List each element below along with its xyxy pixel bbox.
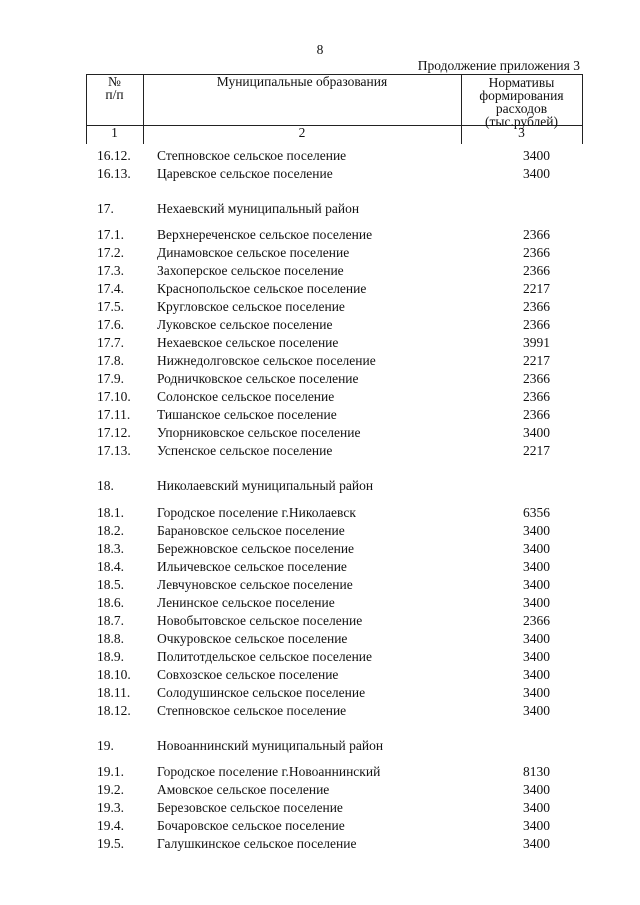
row-number: 18.9. (97, 649, 124, 664)
row-number: 17.8. (97, 353, 124, 368)
row-name: Царевское сельское поселение (157, 166, 333, 181)
column-number-1: 1 (111, 125, 118, 140)
table-row (0, 631, 640, 649)
row-number: 18.2. (97, 523, 124, 538)
row-value: 2366 (523, 317, 550, 332)
table-row (0, 613, 640, 631)
row-name: Новобытовское сельское поселение (157, 613, 363, 628)
row-value: 3400 (523, 836, 550, 851)
row-name: Солодушинское сельское поселение (157, 685, 366, 700)
table-row (0, 443, 640, 461)
table-row (0, 245, 640, 263)
table-border-right (582, 74, 583, 144)
row-number: 17.13. (97, 443, 131, 458)
table-row (0, 595, 640, 613)
row-number: 18.1. (97, 505, 124, 520)
row-name: Бочаровское сельское поселение (157, 818, 345, 833)
table-row (0, 505, 640, 523)
row-value: 3400 (523, 166, 550, 181)
row-number: 17.3. (97, 263, 124, 278)
table-row (0, 299, 640, 317)
table-row (0, 667, 640, 685)
table-row (0, 577, 640, 595)
table-row (0, 166, 640, 184)
row-name: Степновское сельское поселение (157, 703, 347, 718)
row-value: 3400 (523, 577, 550, 592)
row-value: 3400 (523, 703, 550, 718)
row-number: 18.12. (97, 703, 131, 718)
column-number-2: 2 (298, 125, 306, 140)
table-row (0, 685, 640, 703)
row-name: Родничковское сельское поселение (157, 371, 359, 386)
header-col-norms-line4: (тыс.рублей) (485, 114, 558, 129)
row-name: Городское поселение г.Николаевск (157, 505, 356, 520)
row-number: 17.12. (97, 425, 131, 440)
row-value: 3400 (523, 667, 550, 682)
row-value: 3400 (523, 148, 550, 163)
table-row (0, 703, 640, 721)
row-value: 3400 (523, 782, 550, 797)
row-value: 3400 (523, 631, 550, 646)
row-name: Луковское сельское поселение (157, 317, 333, 332)
row-value: 2366 (523, 407, 550, 422)
row-name: Степновское сельское поселение (157, 148, 347, 163)
row-name: Новоаннинский муниципальный район (157, 738, 384, 753)
header-col-municipality: Муниципальные образования (216, 74, 388, 89)
row-number: 18. (97, 478, 114, 493)
table-row (0, 541, 640, 559)
row-value: 2217 (523, 353, 550, 368)
row-number: 17.9. (97, 371, 124, 386)
row-name: Нехаевский муниципальный район (157, 201, 360, 216)
row-value: 2217 (523, 281, 550, 296)
row-number: 17.4. (97, 281, 124, 296)
row-name: Очкуровское сельское поселение (157, 631, 348, 646)
table-row (0, 818, 640, 836)
row-value: 2366 (523, 227, 550, 242)
header-col-norms-line1: Нормативы (488, 75, 555, 90)
row-name: Бережновское сельское поселение (157, 541, 355, 556)
row-name: Ленинское сельское поселение (157, 595, 335, 610)
row-name: Городское поселение г.Новоаннинский (157, 764, 381, 779)
row-number: 19.2. (97, 782, 124, 797)
row-name: Захоперское сельское поселение (157, 263, 344, 278)
row-number: 17.2. (97, 245, 124, 260)
row-name: Солонское сельское поселение (157, 389, 335, 404)
table-row (0, 523, 640, 541)
row-value: 3400 (523, 649, 550, 664)
row-value: 3400 (523, 425, 550, 440)
row-number: 17.1. (97, 227, 124, 242)
row-value: 3400 (523, 541, 550, 556)
page-number: 8 (316, 42, 324, 57)
table-row (0, 559, 640, 577)
row-number: 19. (97, 738, 114, 753)
row-number: 17.5. (97, 299, 124, 314)
table-row (0, 371, 640, 389)
row-name: Барановское сельское поселение (157, 523, 345, 538)
row-number: 19.3. (97, 800, 124, 815)
table-row (0, 263, 640, 281)
row-value: 3400 (523, 685, 550, 700)
row-name: Верхнереченское сельское поселение (157, 227, 373, 242)
row-value: 2366 (523, 371, 550, 386)
row-value: 3991 (523, 335, 550, 350)
row-name: Успенское сельское поселение (157, 443, 333, 458)
row-value: 2217 (523, 443, 550, 458)
row-value: 2366 (523, 613, 550, 628)
row-number: 18.5. (97, 577, 124, 592)
row-value: 2366 (523, 263, 550, 278)
column-number-3: 3 (518, 125, 525, 140)
header-col-number (86, 75, 143, 101)
table-row (0, 389, 640, 407)
row-name: Галушкинское сельское поселение (157, 836, 357, 851)
section-row (0, 478, 640, 496)
header-col-norms-line2: формирования (479, 88, 564, 103)
row-name: Кругловское сельское поселение (157, 299, 345, 314)
row-number: 17.6. (97, 317, 124, 332)
row-value: 2366 (523, 389, 550, 404)
row-name: Нижнедолговское сельское поселение (157, 353, 376, 368)
row-name: Совхозское сельское поселение (157, 667, 339, 682)
row-name: Тишанское сельское поселение (157, 407, 337, 422)
row-value: 6356 (523, 505, 550, 520)
table-row (0, 148, 640, 166)
row-number: 18.6. (97, 595, 124, 610)
row-number: 17.7. (97, 335, 124, 350)
header-col-norms-line3: расходов (495, 101, 548, 116)
row-value: 3400 (523, 523, 550, 538)
row-value: 2366 (523, 245, 550, 260)
row-number: 19.4. (97, 818, 124, 833)
row-value: 3400 (523, 559, 550, 574)
row-name: Ильичевское сельское поселение (157, 559, 347, 574)
row-number: 18.11. (97, 685, 131, 700)
row-name: Политотдельское сельское поселение (157, 649, 373, 664)
row-number: 18.3. (97, 541, 124, 556)
row-number: 16.12. (97, 148, 131, 163)
table-row (0, 800, 640, 818)
row-name: Краснопольское сельское поселение (157, 281, 367, 296)
row-value: 3400 (523, 818, 550, 833)
row-number: 19.1. (97, 764, 124, 779)
table-row (0, 836, 640, 854)
row-number: 17.10. (97, 389, 131, 404)
row-number: 16.13. (97, 166, 131, 181)
section-row (0, 738, 640, 756)
row-value: 8130 (523, 764, 550, 779)
continuation-note: Продолжение приложения 3 (417, 58, 580, 73)
row-number: 19.5. (97, 836, 124, 851)
row-number: 18.8. (97, 631, 124, 646)
table-row (0, 335, 640, 353)
header-col-number-line1: № (108, 74, 121, 89)
row-name: Амовское сельское поселение (157, 782, 330, 797)
row-name: Левчуновское сельское поселение (157, 577, 353, 592)
row-name: Упорниковское сельское поселение (157, 425, 361, 440)
table-row (0, 317, 640, 335)
table-row (0, 649, 640, 667)
table-row (0, 227, 640, 245)
row-name: Николаевский муниципальный район (157, 478, 374, 493)
row-name: Березовское сельское поселение (157, 800, 343, 815)
section-row (0, 201, 640, 219)
table-row (0, 353, 640, 371)
table-row (0, 407, 640, 425)
table-row (0, 764, 640, 782)
table-row (0, 281, 640, 299)
row-value: 3400 (523, 595, 550, 610)
row-number: 18.10. (97, 667, 131, 682)
table-row (0, 782, 640, 800)
row-number: 17.11. (97, 407, 131, 422)
header-col-number-line2: п/п (105, 87, 124, 102)
row-number: 18.7. (97, 613, 124, 628)
row-number: 18.4. (97, 559, 124, 574)
row-name: Динамовское сельское поселение (157, 245, 350, 260)
header-col-norms (461, 76, 582, 128)
row-value: 2366 (523, 299, 550, 314)
row-value: 3400 (523, 800, 550, 815)
table-row (0, 425, 640, 443)
row-number: 17. (97, 201, 114, 216)
row-name: Нехаевское сельское поселение (157, 335, 339, 350)
